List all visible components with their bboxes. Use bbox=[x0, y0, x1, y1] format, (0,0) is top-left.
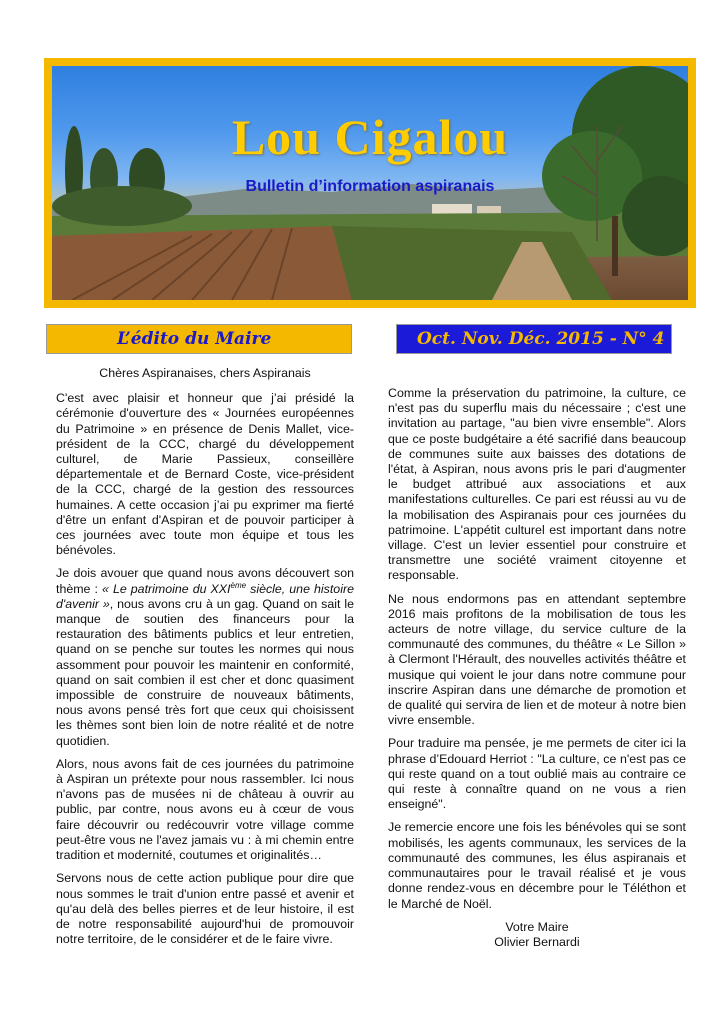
paragraph-text: Je dois avouer que quand nous avons découvert son thème : bbox=[56, 566, 354, 596]
paragraph: Je remercie encore une fois les bénévoles qui se sont mobilisés, les agents communaux, les services de la communauté des communes, les élus aspiranais et communautaires pour le travail réalisé et je vous donne rendez-vous en décembre pour le Téléthon et le Marché de Noël. bbox=[388, 820, 686, 911]
paragraph: Ne nous endormons pas en attendant septembre 2016 mais profitons de la mobilisation de tous les acteurs de notre village, du service culture de la communauté des communes, du théâtre « Le Sillon » à Clermont l'Hérault, des nouvelles activités théâtre et musique qui voient le jour dans notre commune pour inscrire Aspiran dans une démarche de promotion et de qualité qui servira de lien et de moteur à notre bien vivre ensemble. bbox=[388, 591, 686, 728]
masthead-banner bbox=[44, 58, 696, 308]
superscript: ème bbox=[230, 580, 247, 590]
right-column bbox=[388, 386, 686, 950]
issue-header: Oct. Nov. Déc. 2015 - N° 4 bbox=[396, 324, 672, 354]
paragraph: C'est avec plaisir et honneur que j’ai présidé la cérémonie d'ouverture des « Journées européennes du Patrimoine » en présence de Denis Mallet, vice-président de la CCC, chargé du développement culturel, de Marie Passieux, conseillère départementale et de Bernard Coste, vice-président de la CCC, chargé de la gestion des ressources humaines. A cette occasion j’ai pu exprimer ma fierté d'être un enfant d'Aspiran et de pouvoir participer à ces journées avec toute mon équipe et tous les bénévoles. bbox=[56, 391, 354, 558]
newsletter-subtitle: Bulletin d’information aspiranais bbox=[245, 178, 495, 195]
newsletter-title: Lou Cigalou bbox=[231, 109, 509, 165]
edito-header: L’édito du Maire bbox=[46, 324, 352, 354]
paragraph-text: , nous avons cru à un gag. Quand on sait le manque de soutien des financeurs pour la restauration des bâtiments publics et leur entretien, quand on se penche sur toutes les normes qui nous assomment pour pouvoir les maintenir en conformité, quand on sait combien il est cher et donc quasiment impossible de construire de nouveaux bâtiments, nous avons pensé très fort que ceux qui choisissent les thèmes sont bien loin de notre réalité et de notre quotidien. bbox=[56, 596, 354, 748]
landscape-photo bbox=[52, 66, 688, 300]
greeting: Chères Aspiranaises, chers Aspiranais bbox=[99, 366, 311, 380]
paragraph bbox=[56, 566, 354, 748]
paragraph: Alors, nous avons fait de ces journées du patrimoine à Aspiran un prétexte pour nous rassembler. Ici nous n'avons pas de musées ni de château à ouvrir au public, par contre, nous avons eu à cœur de vous faire découvrir ou redécouvrir votre village comme peut-être vous ne l'avez jamais vu : à mi chemin entre tradition et modernité, coutumes et originalités… bbox=[56, 756, 354, 863]
paragraph: Pour traduire ma pensée, je me permets de citer ici la phrase d’Edouard Herriot : "La culture, ce n'est pas ce qui reste quand on a tout oublié mais au contraire ce qui reste à connaître quand on ne vous a rien enseigné". bbox=[388, 736, 686, 812]
theme-quote: « Le patrimoine du XXI bbox=[102, 581, 231, 596]
paragraph: Servons nous de cette action publique pour dire que nous sommes le trait d'union entre passé et avenir et qu'au delà des belles pierres et de leur histoire, il est de notre responsabilité aujourd'hui de promouvoir notre territoire, de le considérer et de le faire vivre. bbox=[56, 871, 354, 947]
paragraph: Comme la préservation du patrimoine, la culture, ce n'est pas du superflu mais du nécessaire ; c'est une invitation au partage, "au bien vivre ensemble". Alors que ce poste budgétaire a été sacrifié dans beaucoup de communes suite aux baisses des dotations de l'état, à Aspiran, nous avons pris le pari d'augmenter le budget attribué aux associations et aux manifestations culturelles. Ce pari est réussi au vu de la mobilisation des Aspiranais pour ces journées du patrimoine. L'appétit culturel est important dans notre village. C'est un levier essentiel pour construire et transmettre une société vraiment citoyenne et responsable. bbox=[388, 386, 686, 583]
signature-title: Votre Maire bbox=[505, 919, 569, 934]
signature-name: Olivier Bernardi bbox=[494, 934, 580, 949]
theme-quote-end: siècle, une histoire d'avenir » bbox=[56, 581, 354, 611]
left-column bbox=[56, 366, 354, 955]
